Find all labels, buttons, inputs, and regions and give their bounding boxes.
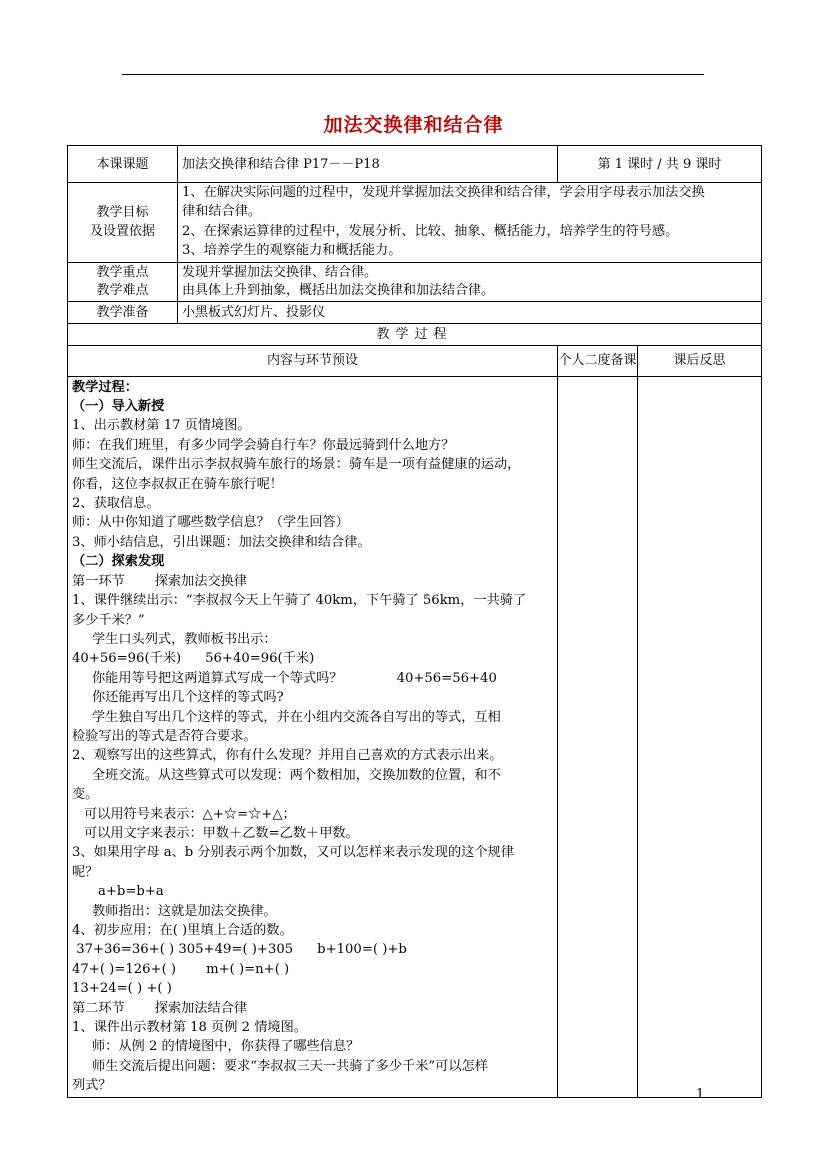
process-line: 3、如果用字母 a、b 分别表示两个加数，又可以怎样来表示发现的这个规律: [72, 845, 514, 861]
key-label-line1: 教学重点: [96, 264, 149, 280]
process-line: 1、课件出示教材第 18 页例 2 情境图。: [72, 1020, 307, 1036]
lesson-plan-table: [67, 145, 762, 1098]
content-column-header: 内容与环节预设: [68, 345, 558, 376]
goal-line: 3、培养学生的观察能力和概括能力。: [182, 243, 402, 259]
process-line: 教学过程：: [72, 379, 138, 395]
question: 你能用等号把这两道算式写成一个等式吗？: [92, 670, 343, 686]
preparation-value: 小黑板式幻灯片、投影仪: [178, 301, 762, 323]
process-body-row: [68, 376, 762, 1097]
stage-title: 探索加法结合律: [154, 1000, 248, 1016]
topic-value: 加法交换律和结合律 P17－－P18: [178, 146, 558, 183]
goals-label-line1: 教学目标: [96, 205, 149, 221]
process-line: 3、师小结信息，引出课题：加法交换律和结合律。: [72, 534, 371, 550]
section-heading: （二）探索发现: [72, 554, 165, 570]
column-header-row: [68, 345, 762, 376]
process-line: [72, 669, 553, 688]
document-title: 加法交换律和结合律: [323, 114, 504, 136]
stage-title: 探索加法交换律: [154, 573, 248, 589]
difficulty-value: 由具体上升到抽象，概括出加法交换律和加法结合律。: [182, 282, 495, 298]
process-line: 2、观察写出的这些算式，你有什么发现？并用自己喜欢的方式表示出来。: [72, 748, 503, 764]
key-label-line2: 教学难点: [96, 282, 149, 298]
header-rule: [122, 74, 704, 75]
page-number: 1: [696, 1087, 705, 1102]
exercise-line: 13+24=( ) +( ): [72, 981, 172, 997]
topic-label: 本课课题: [68, 146, 178, 183]
goals-row: [68, 183, 762, 263]
section-heading: （一）导入新授: [72, 399, 165, 415]
exercise: m+( )=n+( ): [206, 961, 290, 977]
topic-row: [68, 146, 762, 183]
goals-label: [68, 183, 178, 263]
process-line: 检验写出的等式是否符合要求。: [72, 728, 257, 744]
preparation-label: 教学准备: [68, 301, 178, 323]
period-value: 第 1 课时 / 共 9 课时: [558, 146, 762, 183]
process-line: 变。: [72, 787, 99, 803]
process-line: [72, 572, 553, 591]
goals-label-line2: 及设置依据: [89, 224, 155, 240]
process-line: 多少千米？”: [72, 612, 145, 628]
exercise: 305+49=( )+305: [178, 942, 294, 958]
process-header-row: [68, 323, 762, 345]
stage-label: 第一环节: [72, 573, 125, 589]
reflection-column-header: 课后反思: [638, 345, 762, 376]
personal-notes-cell: [558, 376, 638, 1097]
process-line: 师：从中你知道了哪些数学信息？（学生回答）: [72, 515, 349, 531]
key-points-label: [68, 262, 178, 301]
process-line: 列式？: [72, 1078, 112, 1094]
process-line: 师生交流后，课件出示李叔叔骑车旅行的场景：骑车是一项有益健康的运动，: [72, 457, 521, 473]
key-points-text: [178, 262, 762, 301]
process-line: 2、获取信息。: [72, 496, 160, 512]
goal-line: 律和结合律。: [182, 204, 262, 220]
equation: 40+56=56+40: [396, 670, 497, 686]
goal-line: 2、在探索运算律的过程中，发展分析、比较、抽象、概括能力，培养学生的符号感。: [182, 223, 679, 239]
process-line: 4、初步应用：在( )里填上合适的数。: [72, 923, 293, 938]
stage-label: 第二环节: [72, 1000, 125, 1016]
process-line: 呢？: [72, 864, 99, 880]
process-line: 全班交流。从这些算式可以发现：两个数相加，交换加数的位置，和不: [92, 767, 501, 783]
process-line: 师：在我们班里，有多少同学会骑自行车？你最远骑到什么地方？: [72, 437, 455, 453]
exercise-line: [72, 960, 553, 979]
process-line: 可以用符号来表示：△+☆=☆+△；: [84, 806, 296, 822]
process-line: 学生独自写出几个这样的等式，并在小组内交流各自写出的等式，互相: [92, 709, 501, 725]
preparation-row: [68, 301, 762, 323]
formula: a+b=b+a: [98, 884, 164, 900]
exercise: b+100=( )+b: [317, 942, 407, 958]
process-line: [72, 649, 553, 668]
process-line: 师：从例 2 的情境图中，你获得了哪些信息？: [92, 1039, 360, 1055]
reflection-cell: [638, 376, 762, 1097]
goals-text: [178, 183, 762, 263]
process-line: 可以用文字来表示：甲数＋乙数=乙数＋甲数。: [84, 825, 359, 841]
exercise: 47+( )=126+( ): [72, 961, 177, 977]
exercise-line: [72, 940, 553, 959]
goal-line: 1、在解决实际问题的过程中，发现并掌握加法交换律和结合律，学会用字母表示加法交换: [182, 185, 705, 200]
process-line: 师生交流后提出问题：要求“李叔叔三天一共骑了多少千米”可以怎样: [92, 1058, 488, 1074]
process-line: [72, 999, 553, 1018]
process-line: 教师指出：这就是加法交换律。: [92, 903, 277, 919]
exercise: 37+36=36+( ): [76, 942, 175, 958]
equation: 40+56=96(千米): [72, 651, 182, 667]
process-header: 教学过程: [68, 323, 762, 345]
process-line: 1、课件继续出示：“李叔叔今天上午骑了 40km，下午骑了 56km，一共骑了: [72, 593, 527, 609]
process-line: 你还能再写出几个这样的等式吗?: [92, 690, 284, 706]
equation: 56+40=96(千米): [205, 651, 315, 667]
process-line: 学生口头列式，教师板书出示：: [92, 631, 277, 647]
key-point-value: 发现并掌握加法交换律、结合律。: [182, 264, 378, 280]
process-content: [68, 376, 558, 1097]
process-line: 1、出示教材第 17 页情境图。: [72, 418, 251, 434]
personal-column-header: 个人二度备课: [558, 345, 638, 376]
process-line: 你看，这位李叔叔正在骑车旅行呢！: [72, 476, 283, 492]
key-points-row: [68, 262, 762, 301]
